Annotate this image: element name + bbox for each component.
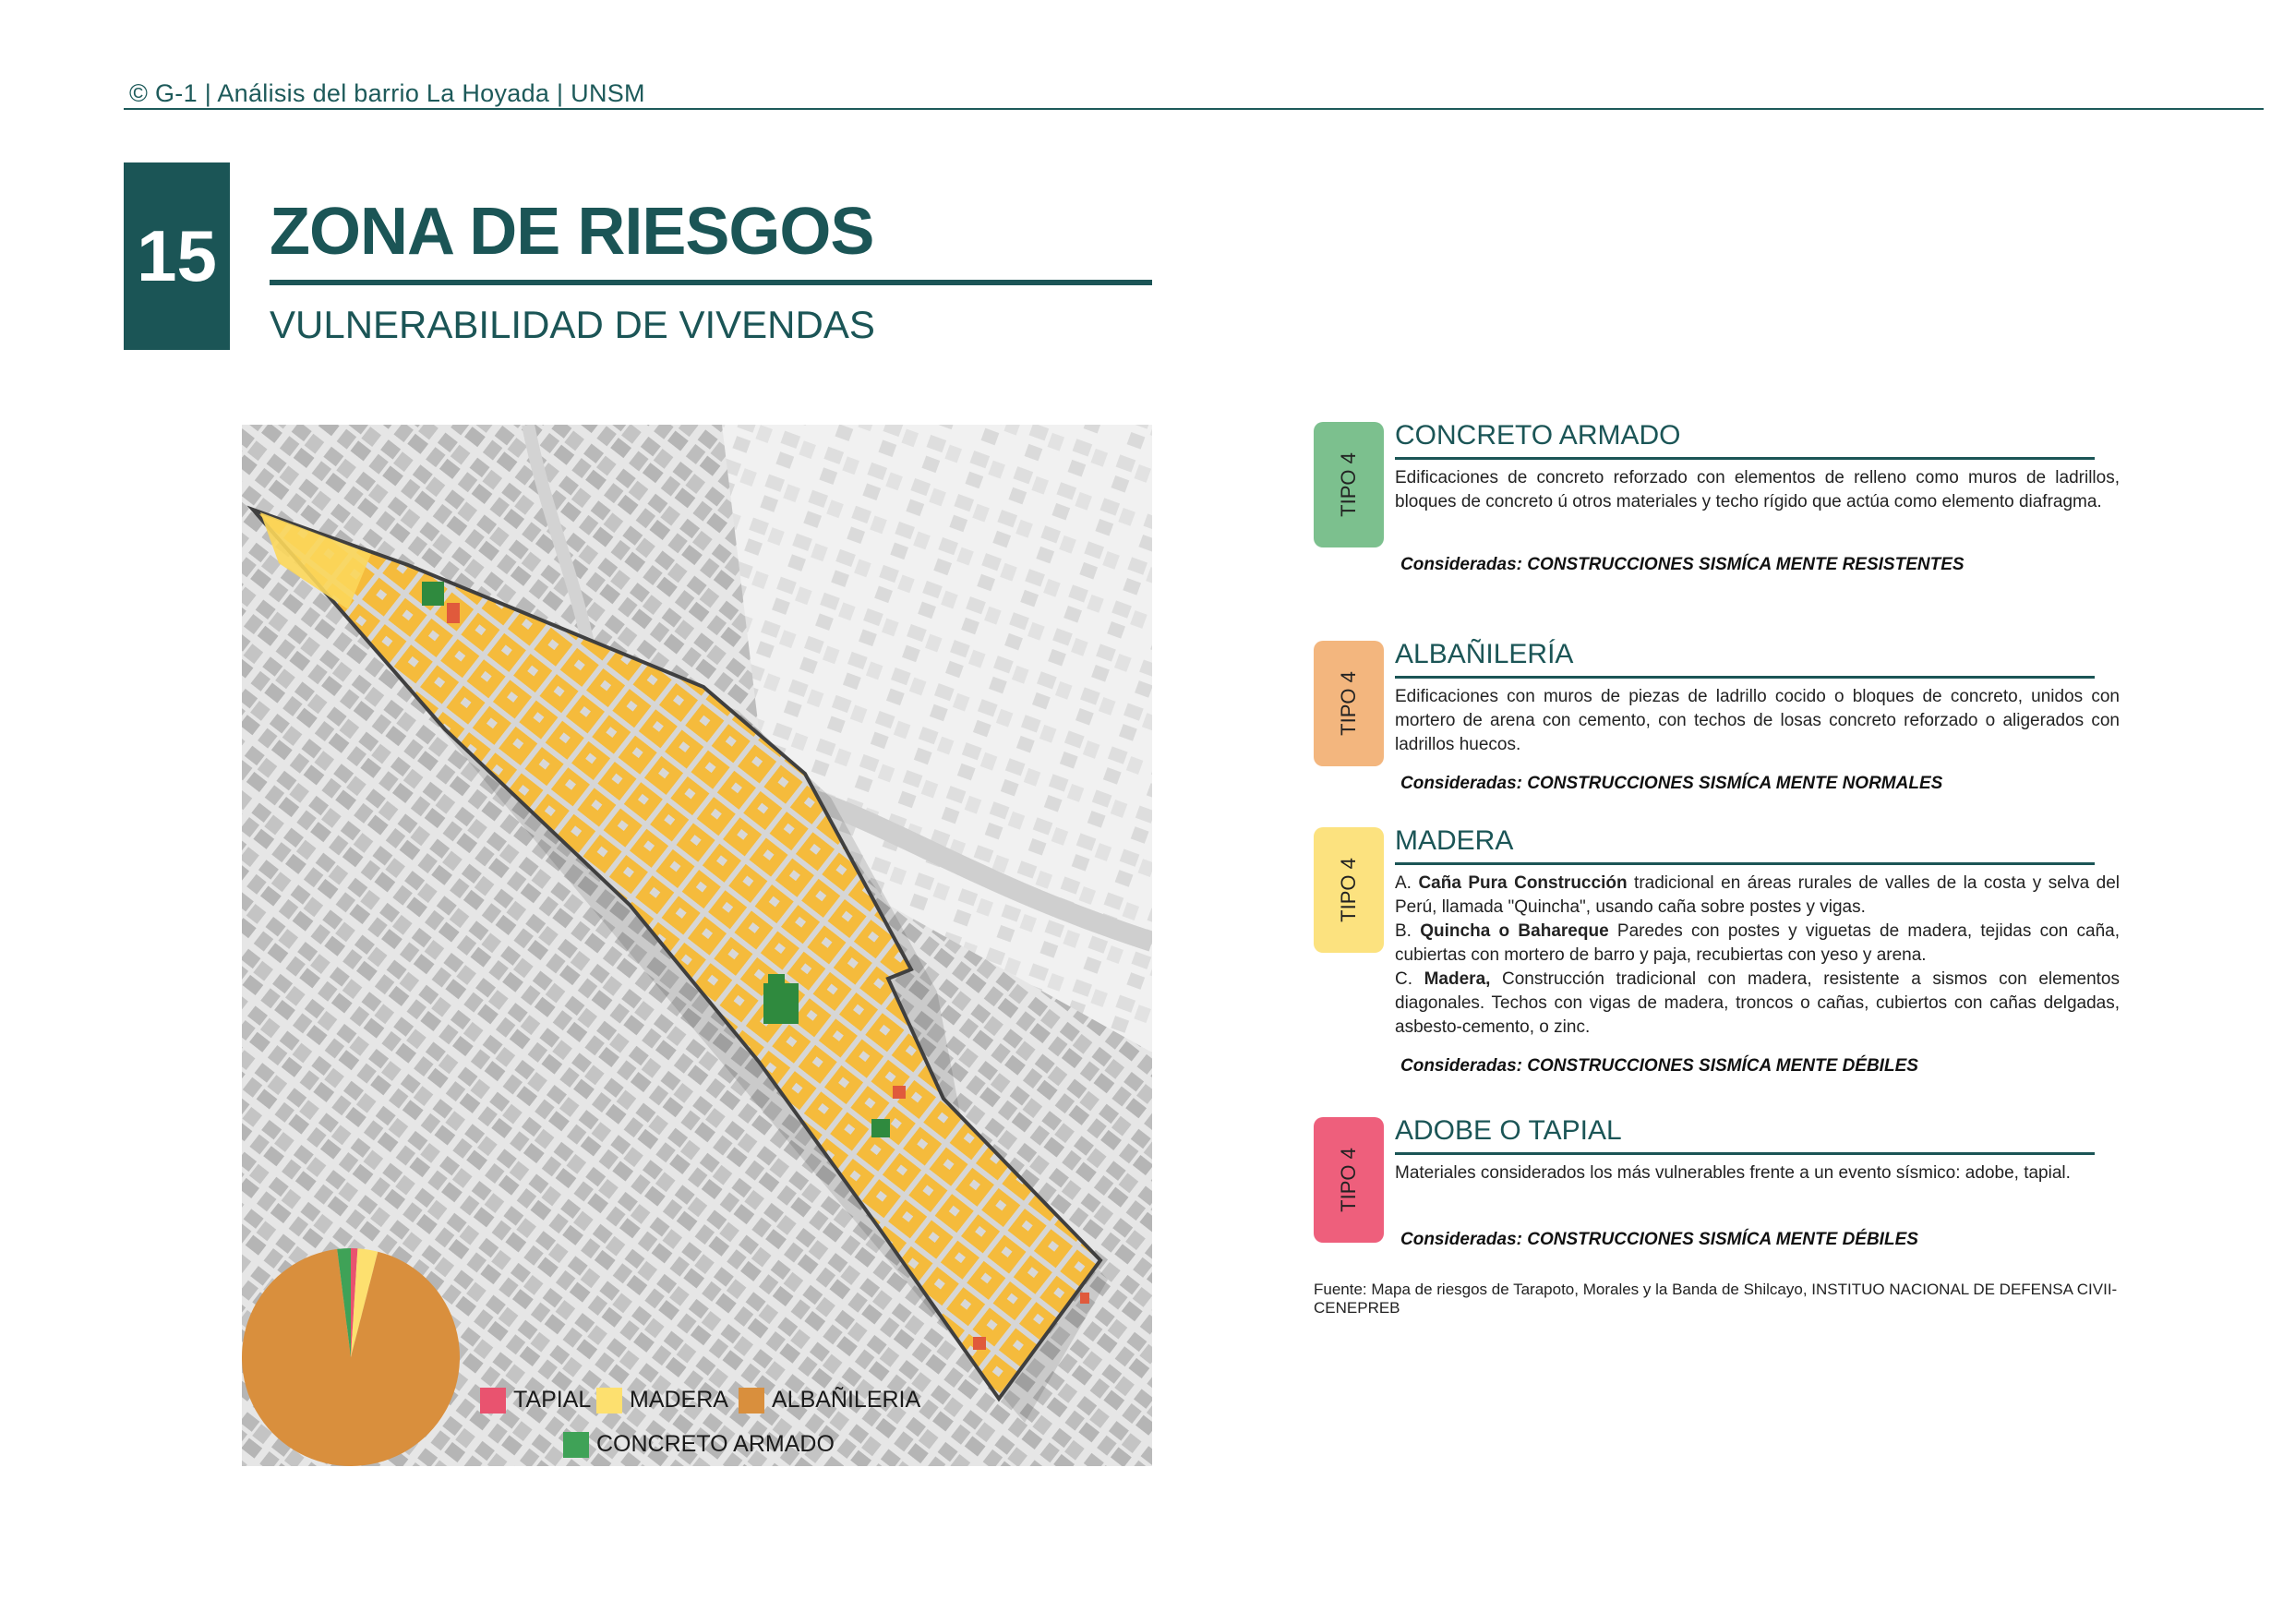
concreto-block — [422, 582, 444, 606]
legend-albanileria — [739, 1387, 920, 1413]
card-body: Edificaciones de concreto reforzado con elementos de relleno como muros de ladrillos, bloques de concreto ú otros materiales y techo rígido que actúa como elemento diafragma. — [1395, 468, 2120, 511]
legend-madera — [596, 1387, 728, 1413]
tipo-tag: TIPO 4 — [1314, 827, 1384, 953]
legend-label: CONCRETO ARMADO — [596, 1431, 835, 1457]
legend-concreto — [563, 1431, 835, 1458]
tipo-tag: TIPO 4 — [1314, 641, 1384, 766]
tipo-tag: TIPO 4 — [1314, 1117, 1384, 1243]
page-subtitle: VULNERABILIDAD DE VIVENDAS — [270, 303, 875, 346]
card-note: Consideradas: CONSTRUCCIONES SISMÍCA MENTE DÉBILES — [1400, 1230, 1918, 1249]
legend-label: TAPIAL — [513, 1387, 592, 1413]
title-underline — [270, 280, 1152, 285]
card-title: MADERA — [1395, 825, 1514, 856]
card-madera — [1314, 825, 2121, 1084]
legend-label: ALBAÑILERIA — [772, 1387, 921, 1413]
card-title: ALBAÑILERÍA — [1395, 639, 1574, 669]
tipo-tag: TIPO 4 — [1314, 422, 1384, 547]
legend-tapial — [480, 1387, 591, 1413]
card-concreto-armado — [1314, 420, 2121, 605]
card-note: Consideradas: CONSTRUCCIONES SISMÍCA MENTE RESISTENTES — [1400, 555, 1965, 574]
legend-swatch — [596, 1388, 622, 1413]
tapial-block — [447, 603, 460, 623]
header-text: © G-1 | Análisis del barrio La Hoyada | UNSM — [129, 79, 645, 107]
card-albanileria — [1314, 639, 2121, 824]
card-body: Edificaciones con muros de piezas de ladrillo cocido o bloques de concreto, unidos con mortero de arena con cemento, con techos de losas concreto reforzado o aligerados con ladrillos huecos. — [1395, 687, 2120, 754]
map-canvas — [242, 425, 1152, 1466]
card-body — [1395, 872, 2120, 1040]
tapial-block — [1080, 1293, 1089, 1304]
legend-label: MADERA — [630, 1387, 728, 1413]
card-adobe-tapial — [1314, 1115, 2121, 1263]
card-underline — [1395, 676, 2095, 679]
card-note: Consideradas: CONSTRUCCIONES SISMÍCA MENTE DÉBILES — [1400, 1056, 1918, 1076]
card-note: Consideradas: CONSTRUCCIONES SISMÍCA MENTE NORMALES — [1400, 774, 1943, 793]
card-title: CONCRETO ARMADO — [1395, 420, 1681, 451]
source-note: Fuente: Mapa de riesgos de Tarapoto, Morales y la Banda de Shilcayo, INSTITUO NACIONAL DE DEFENSA CIVII- CENEPREB — [1314, 1281, 2118, 1317]
legend-swatch — [563, 1432, 589, 1458]
pie-chart — [242, 1248, 460, 1466]
card-underline — [1395, 1152, 2095, 1155]
legend-swatch — [480, 1388, 506, 1413]
concreto-block — [768, 974, 785, 991]
card-title: ADOBE O TAPIAL — [1395, 1115, 1622, 1146]
section-number: 15 — [124, 162, 230, 350]
madera-item-a: A. Caña Pura Construcción tradicional en áreas rurales de valles de la costa y selva del Perú, llamada "Quincha", usando caña sobre postes y vigas. — [1395, 873, 2120, 917]
tapial-block — [973, 1337, 986, 1350]
legend-swatch — [739, 1388, 764, 1413]
card-underline — [1395, 862, 2095, 865]
madera-item-b: B. Quincha o Bahareque Paredes con postes y viguetas de madera, tejidas con caña, cubiertas con mortero de barro y paja, recubiertas con yeso y arena. — [1395, 921, 2121, 965]
tapial-block — [893, 1086, 906, 1099]
page-title: ZONA DE RIESGOS — [270, 195, 874, 269]
risk-map — [242, 425, 1152, 1466]
madera-item-c: C. Madera, Construcción tradicional con madera, resistente a sismos con elementos diagonales. Techos con vigas de madera, troncos o cañas, cubiertos con cañas delgadas, asbesto-cemento, o zinc. — [1395, 969, 2121, 1037]
card-body: Materiales considerados los más vulnerables frente a un evento sísmico: adobe, tapial. — [1395, 1163, 2071, 1183]
header-divider — [124, 108, 2264, 110]
concreto-block — [871, 1119, 890, 1137]
card-underline — [1395, 457, 2095, 460]
